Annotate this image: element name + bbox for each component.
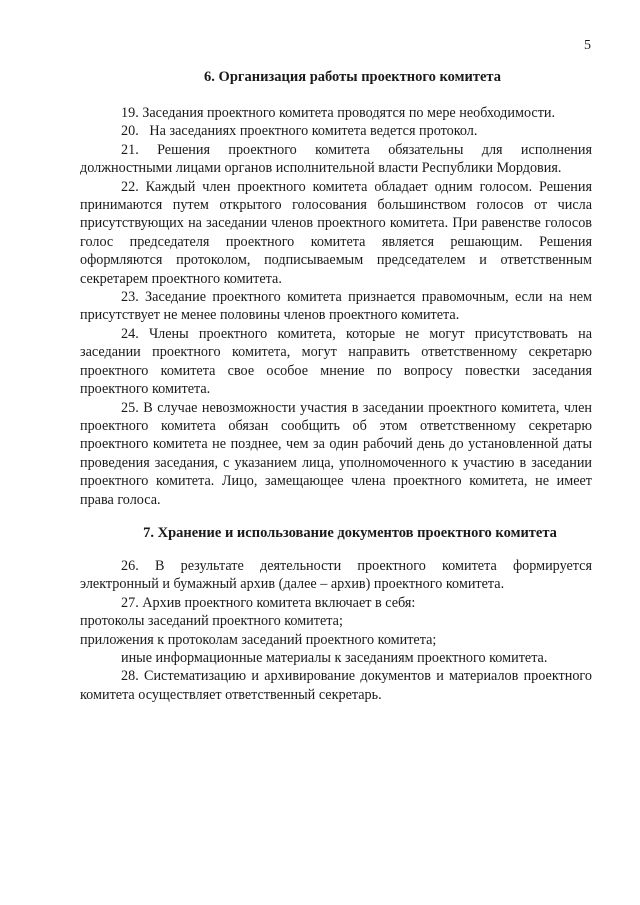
page-number: 5	[584, 38, 591, 53]
list-item: протоколы заседаний проектного комитета;	[80, 613, 343, 630]
paragraph-25: 25. В случае невозможности участия в заседании проектного комитета, член проектного комитета обязан сообщить об этом ответственному секретарю проектного комитета не позднее, чем за один рабочий день до установленной даты проведения заседания, с указанием лица, уполномоченного к участию в заседании проектного комитета. Лицо, замещающее члена проектного комитета, не имеет права голоса.	[80, 399, 592, 508]
list-item: иные информационные материалы к заседаниям проектного комитета.	[121, 650, 548, 667]
section-7-heading: 7. Хранение и использование документов проектного комитета	[143, 525, 557, 541]
list-item: приложения к протоколам заседаний проектного комитета;	[80, 631, 437, 648]
paragraph-19: 19. Заседания проектного комитета проводятся по мере необходимости.	[121, 105, 556, 121]
paragraph-22: 22. Каждый член проектного комитета обладает одним голосом. Решения принимаются путем открытого голосования большинством голосов от числа присутствующих на заседании членов проектного комитета. При равенстве голосов голос председателя проектного комитета является решающим. Решения оформляются протоколом, подписываемым председателем и ответственным секретарем проектного комитета.	[80, 178, 592, 287]
section-6-body	[80, 104, 592, 509]
paragraph-21: 21. Решения проектного комитета обязательны для исполнения должностными лицами органов исполнительной власти Республики Мордовия.	[80, 141, 592, 177]
paragraph-26: 26. В результате деятельности проектного комитета формируется электронный и бумажный архив (далее – архив) проектного комитета.	[80, 558, 592, 593]
paragraph-23: 23. Заседание проектного комитета признается правомочным, если на нем присутствует не менее половины членов проектного комитета.	[80, 289, 592, 324]
paragraph-24: 24. Члены проектного комитета, которые не могут присутствовать на заседании проектного комитета, могут направить ответственному секретарю проектного комитета свое особое мнение по вопросу повестки заседания проектного комитета.	[80, 325, 592, 398]
paragraph-20: 20. На заседаниях проектного комитета ведется протокол.	[121, 123, 478, 140]
paragraph-27: 27. Архив проектного комитета включает в себя:	[121, 594, 416, 611]
section-7-body	[80, 557, 592, 704]
paragraph-28: 28. Систематизацию и архивирование документов и материалов проектного комитета осуществляет ответственный секретарь.	[80, 668, 592, 703]
section-6-heading: 6. Организация работы проектного комитета	[204, 69, 501, 85]
